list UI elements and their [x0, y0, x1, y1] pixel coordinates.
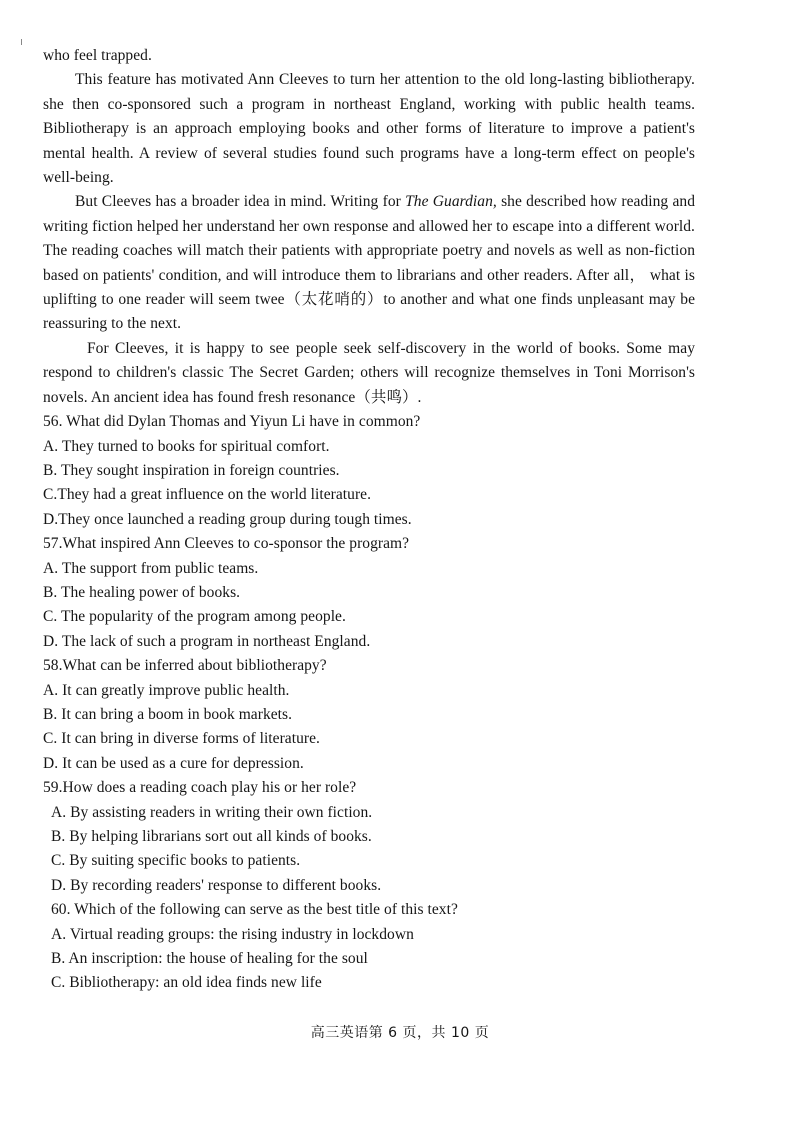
option-b[interactable]: B. The healing power of books. — [43, 583, 241, 601]
option-d[interactable]: D. The lack of such a program in northeast England. — [43, 632, 371, 650]
page-footer: 高三英语第 6 页，共 10 页 — [310, 1025, 490, 1041]
option-a[interactable]: A. Virtual reading groups: the rising industry in lockdown — [51, 925, 414, 943]
paragraph-2-text-end: she described how reading and writing fiction helped her understand her own response and allowed her to escape into a different world. The reading coaches will match their patients with appropriate poetry and novels as well as non-fiction based on patients' condition, and will introduce them to librarians and other readers. After all， what is uplifting to one reader will seem twee（太花哨的）to another and what one finds unpleasant may be reassuring to the next. — [43, 193, 695, 333]
question-stem: 56. What did Dylan Thomas and Yiyun Li have in common? — [43, 413, 421, 431]
question-stem: 59.How does a reading coach play his or her role? — [43, 779, 357, 797]
option-c[interactable]: C. By suiting specific books to patients. — [51, 852, 301, 870]
question-stem: 58.What can be inferred about bibliotherapy? — [43, 657, 327, 675]
page-content — [43, 44, 695, 996]
question-60 — [43, 898, 695, 996]
question-59 — [43, 776, 695, 898]
question-58 — [43, 654, 695, 776]
passage-paragraph-3: For Cleeves, it is happy to see people seek self-discovery in the world of books. Some may respond to children's classic The Secret Garden; others will recognize themselves in Toni Morrison's novels. An ancient idea has found fresh resonance（共鸣）. — [43, 339, 695, 406]
option-a[interactable]: A. The support from public teams. — [43, 559, 259, 577]
option-c[interactable]: C. Bibliotherapy: an old idea finds new life — [51, 974, 322, 992]
option-b[interactable]: B. An inscription: the house of healing for the soul — [51, 950, 368, 968]
passage-paragraph-2 — [43, 190, 695, 336]
option-c[interactable]: C. The popularity of the program among people. — [43, 608, 346, 626]
passage-continuation-line: who feel trapped. — [43, 47, 152, 64]
option-c[interactable]: C.They had a great influence on the world literature. — [43, 486, 372, 504]
scan-mark — [21, 39, 22, 45]
option-a[interactable]: A. It can greatly improve public health. — [43, 681, 290, 699]
option-a[interactable]: A. By assisting readers in writing their own fiction. — [51, 803, 373, 821]
option-a[interactable]: A. They turned to books for spiritual comfort. — [43, 437, 330, 455]
passage-paragraph-1: This feature has motivated Ann Cleeves to turn her attention to the old long-lasting bibliotherapy. she then co-sponsored such a program in northeast England, working with public health teams. Bibliotherapy is an approach employing books and other forms of literature to improve a patient's mental health. A review of several studies found such programs have a long-term effect on people's well-being. — [43, 71, 695, 187]
option-d[interactable]: D.They once launched a reading group during tough times. — [43, 510, 412, 528]
question-stem: 57.What inspired Ann Cleeves to co-sponsor the program? — [43, 535, 410, 553]
option-b[interactable]: B. They sought inspiration in foreign countries. — [43, 461, 340, 479]
option-d[interactable]: D. It can be used as a cure for depression. — [43, 754, 304, 772]
option-b[interactable]: B. It can bring a boom in book markets. — [43, 705, 293, 723]
option-b[interactable]: B. By helping librarians sort out all kinds of books. — [51, 828, 372, 845]
newspaper-title: The Guardian, — [405, 193, 497, 211]
question-56 — [43, 410, 695, 532]
question-stem: 60. Which of the following can serve as the best title of this text? — [51, 901, 458, 919]
question-57 — [43, 532, 695, 654]
option-d[interactable]: D. By recording readers' response to different books. — [51, 876, 382, 894]
option-c[interactable]: C. It can bring in diverse forms of literature. — [43, 730, 320, 748]
paragraph-2-text-start: But Cleeves has a broader idea in mind. Writing for — [75, 193, 406, 211]
